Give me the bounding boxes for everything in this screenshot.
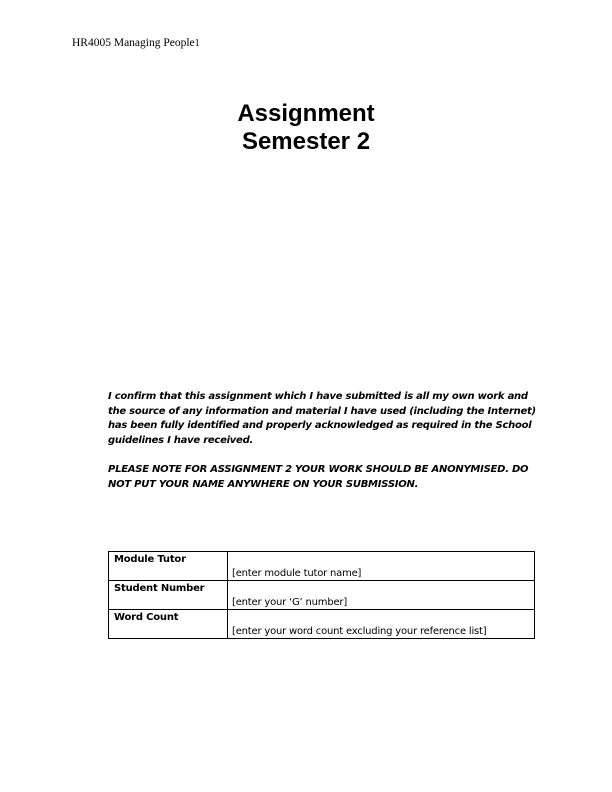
page-number: 1 bbox=[194, 38, 200, 49]
module-tutor-label: Module Tutor bbox=[109, 552, 228, 581]
word-count-label: Word Count bbox=[109, 610, 228, 639]
title-line-assignment: Assignment bbox=[237, 100, 375, 127]
table-row bbox=[109, 552, 535, 581]
module-tutor-field[interactable]: [enter module tutor name] bbox=[228, 552, 535, 581]
student-number-field[interactable]: [enter your ‘G’ number] bbox=[228, 581, 535, 610]
confirmation-statement: I confirm that this assignment which I have submitted is all my own work and the source of any information and material I have used (including the Internet) has been fully identified and properly acknowledged as required in the School guidelines I have received. bbox=[108, 391, 536, 446]
student-number-label: Student Number bbox=[109, 581, 228, 610]
word-count-field[interactable]: [enter your word count excluding your reference list] bbox=[228, 610, 535, 639]
page-header bbox=[72, 37, 200, 49]
submission-info-table bbox=[108, 551, 535, 639]
title-line-semester: Semester 2 bbox=[241, 128, 371, 155]
document-title bbox=[0, 100, 612, 156]
table-row bbox=[109, 610, 535, 639]
module-title: HR4005 Managing People bbox=[72, 37, 195, 49]
anonymisation-note: PLEASE NOTE FOR ASSIGNMENT 2 YOUR WORK SHOULD BE ANONYMISED. DO NOT PUT YOUR NAME ANYWHERE ON YOUR SUBMISSION. bbox=[108, 464, 529, 490]
table-row bbox=[109, 581, 535, 610]
